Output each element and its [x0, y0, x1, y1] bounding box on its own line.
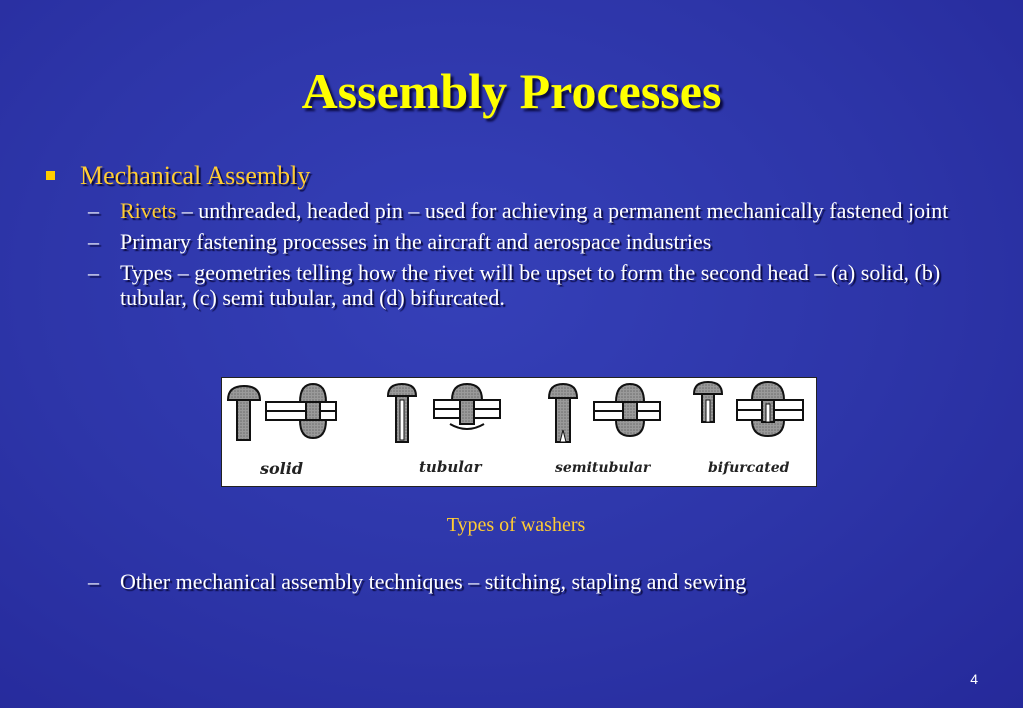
sub-bullet-primary-fastening	[40, 229, 1000, 254]
page-number: 4	[970, 671, 978, 687]
rivet-types-figure	[221, 377, 817, 487]
sub-bullet-highlight: Rivets	[120, 198, 177, 223]
slide-title: Assembly Processes	[301, 63, 722, 119]
sub-bullet-text: – unthreaded, headed pin – used for achieving a permanent mechanically fastened joint	[176, 198, 949, 223]
rivet-diagram	[222, 378, 816, 486]
figure-label-semitubular: semitubular	[555, 460, 651, 476]
sub-bullet-text: Other mechanical assembly techniques – stitching, stapling and sewing	[120, 569, 747, 594]
sub-bullet-other-techniques	[40, 569, 1000, 594]
solid-rivet-icon	[228, 386, 260, 440]
square-bullet-icon	[46, 171, 55, 180]
bullet-mechanical-assembly	[40, 160, 1000, 192]
dash-marker: –	[88, 260, 99, 285]
figure-label-bifurcated: bifurcated	[708, 460, 790, 476]
figure-label-solid: solid	[260, 459, 304, 478]
dash-marker: –	[88, 198, 99, 223]
figure-label-tubular: tubular	[419, 458, 482, 476]
dash-marker: –	[88, 569, 99, 594]
bullet-label: Mechanical Assembly	[80, 161, 311, 190]
bifurcated-joint-icon	[737, 382, 803, 436]
bullet-list	[40, 160, 1000, 310]
semitubular-rivet-icon	[549, 384, 577, 442]
semitubular-joint-icon	[594, 384, 660, 436]
dash-marker: –	[88, 229, 99, 254]
sub-bullet-types	[40, 260, 1000, 310]
tubular-rivet-icon	[388, 384, 416, 442]
figure-caption: Types of washers	[446, 514, 586, 536]
bullet-list-continued	[40, 563, 1000, 594]
sub-bullet-rivets	[40, 198, 1000, 223]
solid-joint-icon	[266, 384, 336, 438]
bifurcated-rivet-icon	[694, 382, 722, 422]
sub-bullet-text: Types – geometries telling how the rivet will be upset to form the second head – (a) solid, (b) tubular, (c) semi tubular, and (d) bifurcated.	[120, 260, 941, 310]
sub-bullet-text: Primary fastening processes in the aircraft and aerospace industries	[120, 229, 712, 254]
tubular-joint-icon	[434, 384, 500, 429]
